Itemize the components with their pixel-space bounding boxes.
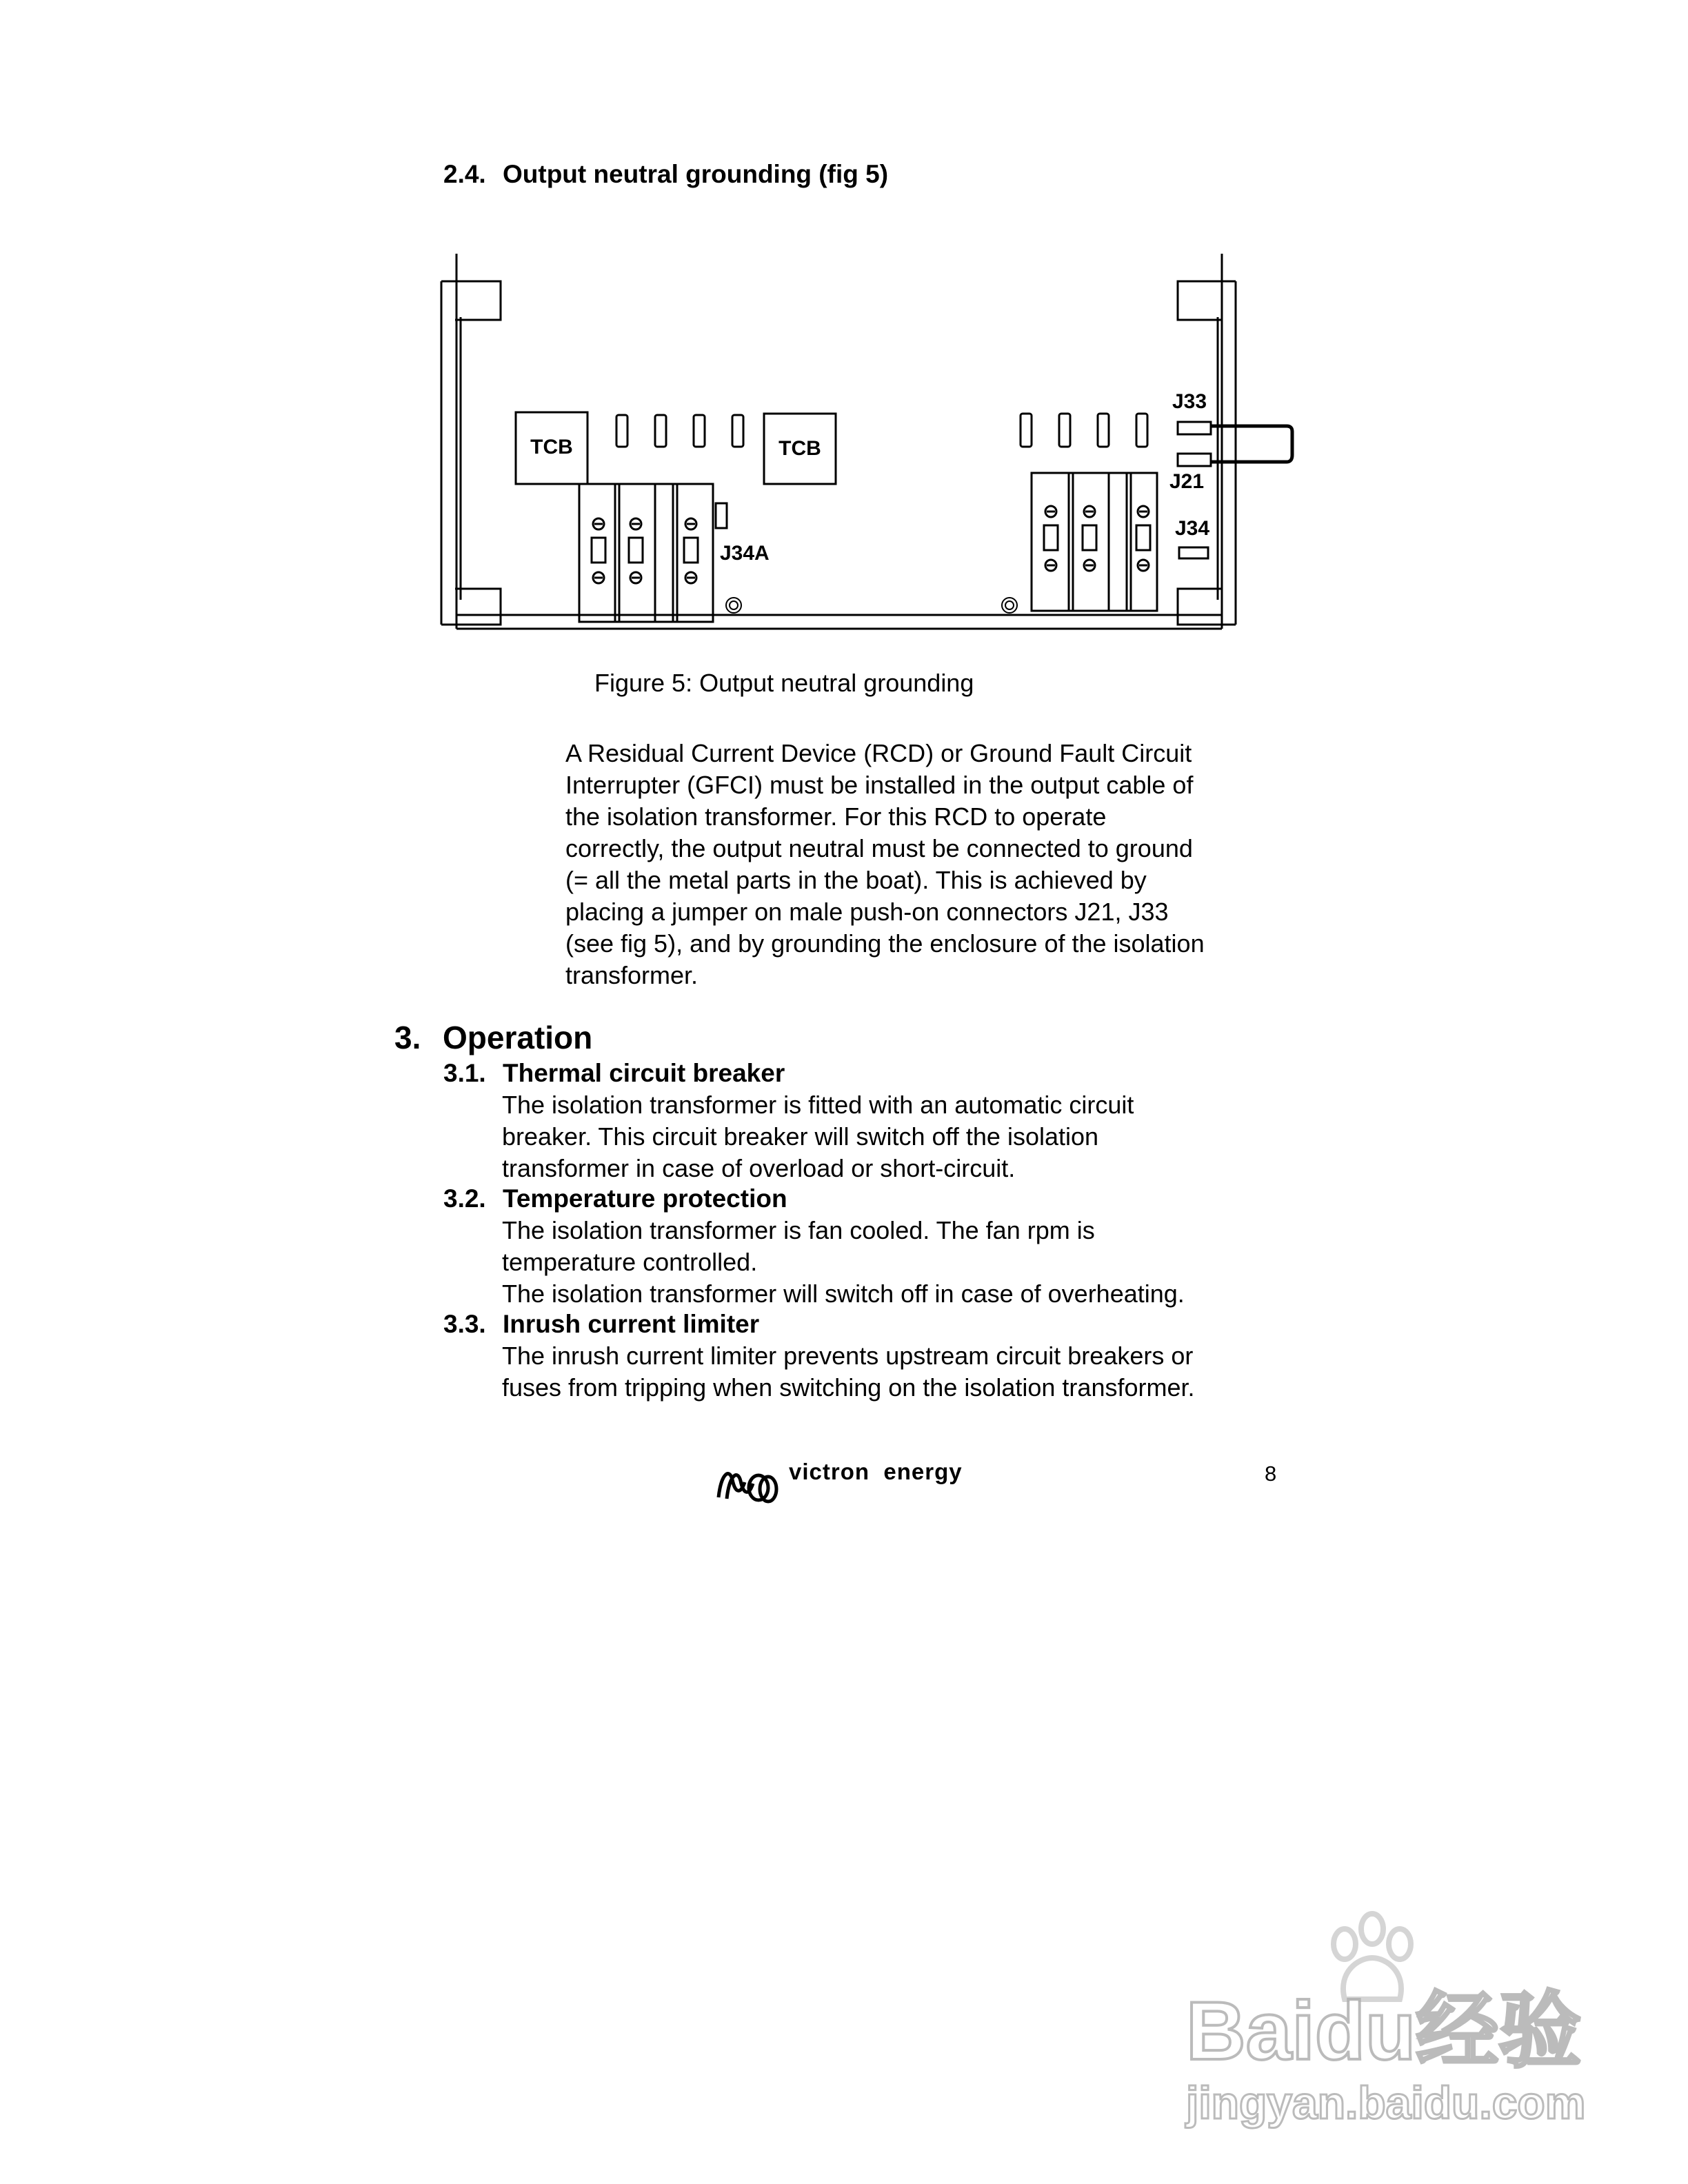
body-line: (= all the metal parts in the boat). This is achieved by (565, 866, 1147, 894)
subsection-title: Thermal circuit breaker (503, 1059, 785, 1087)
fuse-slots-right (1021, 414, 1147, 447)
body-line: (see fig 5), and by grounding the enclosure of the isolation (565, 929, 1205, 958)
body-line: The isolation transformer will switch off in case of overheating. (502, 1280, 1185, 1308)
figure-caption: Figure 5: Output neutral grounding (594, 669, 974, 697)
terminal-block-left (579, 484, 727, 622)
tcb-right-label: TCB (778, 437, 821, 460)
body-line: breaker. This circuit breaker will switch off the isolation (502, 1122, 1099, 1151)
screw-right (1002, 598, 1017, 613)
section-2-4-body (565, 738, 1317, 991)
subsection-number: 3.2. (443, 1184, 486, 1213)
subsection-3-2-body (502, 1215, 1323, 1310)
page-number: 8 (1265, 1462, 1277, 1486)
jumper-wire (1211, 426, 1292, 462)
fuse-slots-left (616, 415, 743, 447)
subsection-3-2-heading (443, 1184, 787, 1213)
j21-label: J21 (1169, 470, 1205, 493)
section-3-heading (394, 1019, 592, 1056)
subsection-3-3-heading (443, 1310, 759, 1339)
section-number: 2.4. (443, 160, 486, 188)
j21-connector (1178, 454, 1211, 466)
subsection-3-1-body (502, 1089, 1323, 1184)
section-2-4-heading (443, 160, 888, 189)
body-line: The inrush current limiter prevents upstream circuit breakers or (502, 1342, 1194, 1370)
body-line: The isolation transformer is fitted with an automatic circuit (502, 1091, 1134, 1119)
subsection-3-3-body (502, 1340, 1323, 1404)
j33-label: J33 (1172, 390, 1207, 413)
figure-5-diagram (434, 248, 1317, 662)
body-line: A Residual Current Device (RCD) or Ground Fault Circuit (565, 739, 1192, 767)
footer-brand: victron energy (789, 1459, 963, 1484)
body-line: the isolation transformer. For this RCD to operate (565, 802, 1107, 831)
terminal-block-right (1032, 473, 1157, 611)
j34-connector (1179, 547, 1208, 558)
watermark-url: jingyan.baidu.com (1186, 2077, 1586, 2128)
section-title: Operation (443, 1020, 593, 1055)
watermark-brand: Baidu经验 (1186, 1985, 1582, 2077)
body-line: transformer in case of overload or short-circuit. (502, 1154, 1016, 1182)
subsection-title: Temperature protection (503, 1184, 787, 1213)
j33-connector (1178, 422, 1211, 434)
body-line: fuses from tripping when switching on the isolation transformer. (502, 1373, 1195, 1402)
tcb-left-label: TCB (530, 436, 573, 458)
body-line: The isolation transformer is fan cooled. The fan rpm is (502, 1216, 1095, 1244)
section-number: 3. (394, 1020, 421, 1055)
screw-left (726, 598, 741, 613)
subsection-title: Inrush current limiter (503, 1310, 760, 1338)
victron-logo-icon (714, 1459, 781, 1507)
subsection-3-1-heading (443, 1059, 785, 1088)
section-title: Output neutral grounding (fig 5) (503, 160, 889, 188)
j34a-label: J34A (720, 542, 770, 565)
subsection-number: 3.1. (443, 1059, 486, 1087)
j34-label: J34 (1175, 517, 1210, 540)
body-line: placing a jumper on male push-on connectors J21, J33 (565, 898, 1169, 926)
body-line: correctly, the output neutral must be connected to ground (565, 834, 1193, 862)
body-line: temperature controlled. (502, 1248, 758, 1276)
body-line: Interrupter (GFCI) must be installed in the output cable of (565, 771, 1194, 799)
subsection-number: 3.3. (443, 1310, 486, 1338)
body-line: transformer. (565, 961, 699, 989)
